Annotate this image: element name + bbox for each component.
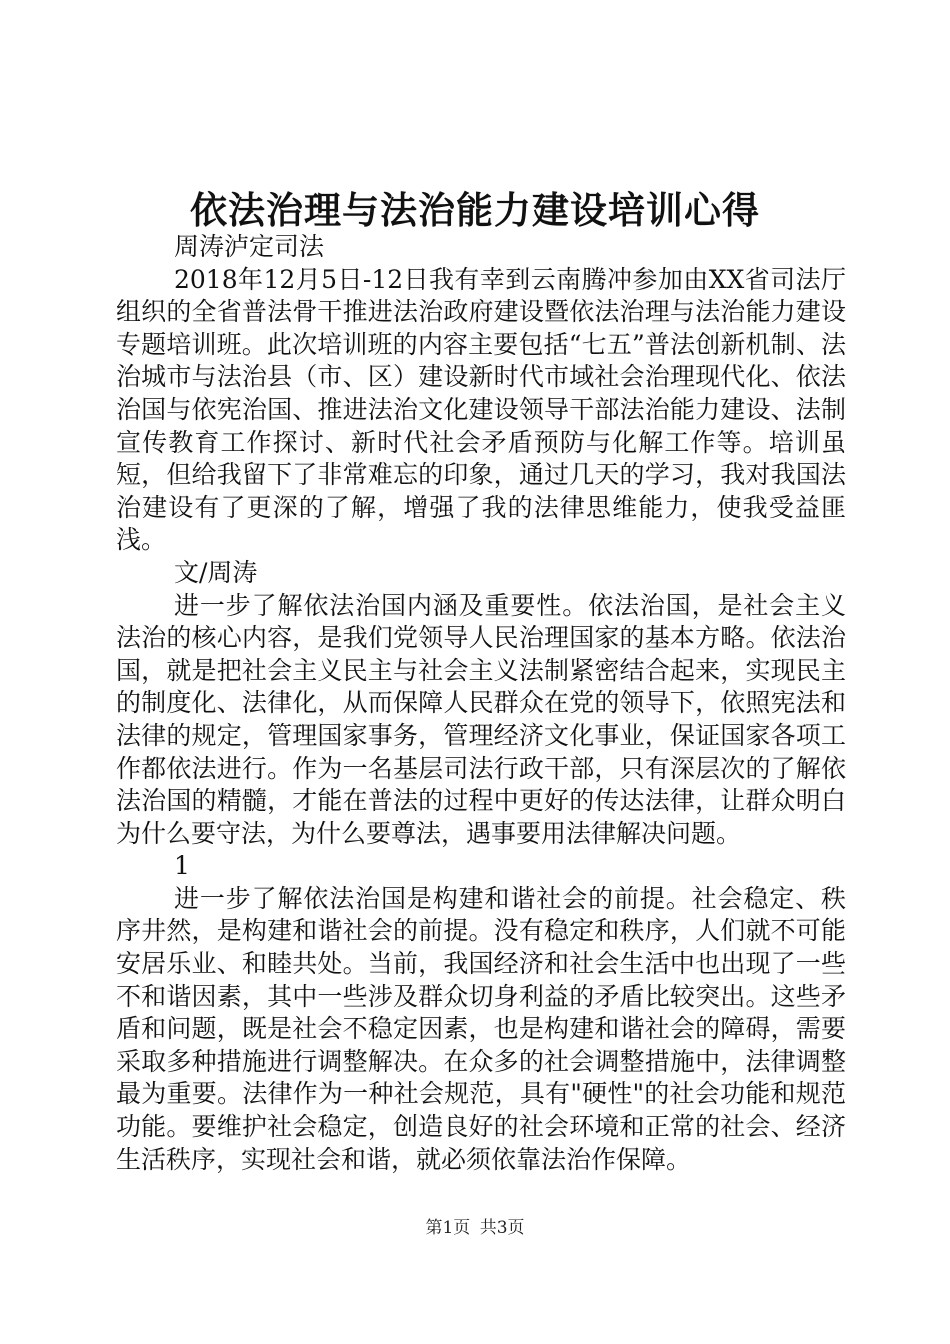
page-total: 共3页 [479,1218,525,1238]
section-number: 1 [174,851,190,881]
paragraph-harmonious-society: 进一步了解依法治国是构建和谐社会的前提。社会稳定、秩序井然，是构建和谐社会的前提。没有稳定和秩序，人们就不可能安居乐业、和睦共处。当前，我国经济和社会生活中也出现了一些不和谐因素，其中一些涉及群众切身利益的矛盾比较突出。这些矛盾和问题，既是社会不稳定因素，也是构建和谐社会的障碍，需要采取多种措施进行调整解决。在众多的社会调整措施中，法律调整最为重要。法律作为一种社会规范，具有"硬性"的社会功能和规范功能。要维护社会稳定，创造良好的社会环境和正常的社会、经济生活秩序，实现社会和谐，就必须依靠法治作保障。 [116,883,846,1174]
byline: 文/周涛 [174,557,258,587]
page-number: 第1页 [425,1218,471,1238]
document-body [116,231,846,1176]
page-footer [0,1216,950,1240]
paragraph-rule-of-law-meaning: 进一步了解依法治国内涵及重要性。依法治国，是社会主义法治的核心内容，是我们党领导人民治理国家的基本方略。依法治国，就是把社会主义民主与社会主义法制紧密结合起来，实现民主的制度化、法律化，从而保障人民群众在党的领导下，依照宪法和法律的规定，管理国家事务，管理经济文化事业，保证国家各项工作都依法进行。作为一名基层司法行政干部，只有深层次的了解依法治国的精髓，才能在普法的过程中更好的传达法律，让群众明白为什么要守法，为什么要尊法，遇事要用法律解决问题。 [116,590,846,848]
paragraph-intro: 2018年12月5日-12日我有幸到云南腾冲参加由XX省司法厅组织的全省普法骨干推进法治政府建设暨依法治理与法治能力建设专题培训班。此次培训班的内容主要包括“七五”普法创新机制、法治城市与法治县（市、区）建设新时代市域社会治理现代化、依法治国与依宪治国、推进法治文化建设领导干部法治能力建设、法制宣传教育工作探讨、新时代社会矛盾预防与化解工作等。培训虽短，但给我留下了非常难忘的印象，通过几天的学习，我对我国法治建设有了更深的了解，增强了我的法律思维能力，使我受益匪浅。 [116,264,846,555]
author-line: 周涛泸定司法 [174,232,325,261]
document-title: 依法治理与法治能力建设培训心得 [190,188,760,232]
